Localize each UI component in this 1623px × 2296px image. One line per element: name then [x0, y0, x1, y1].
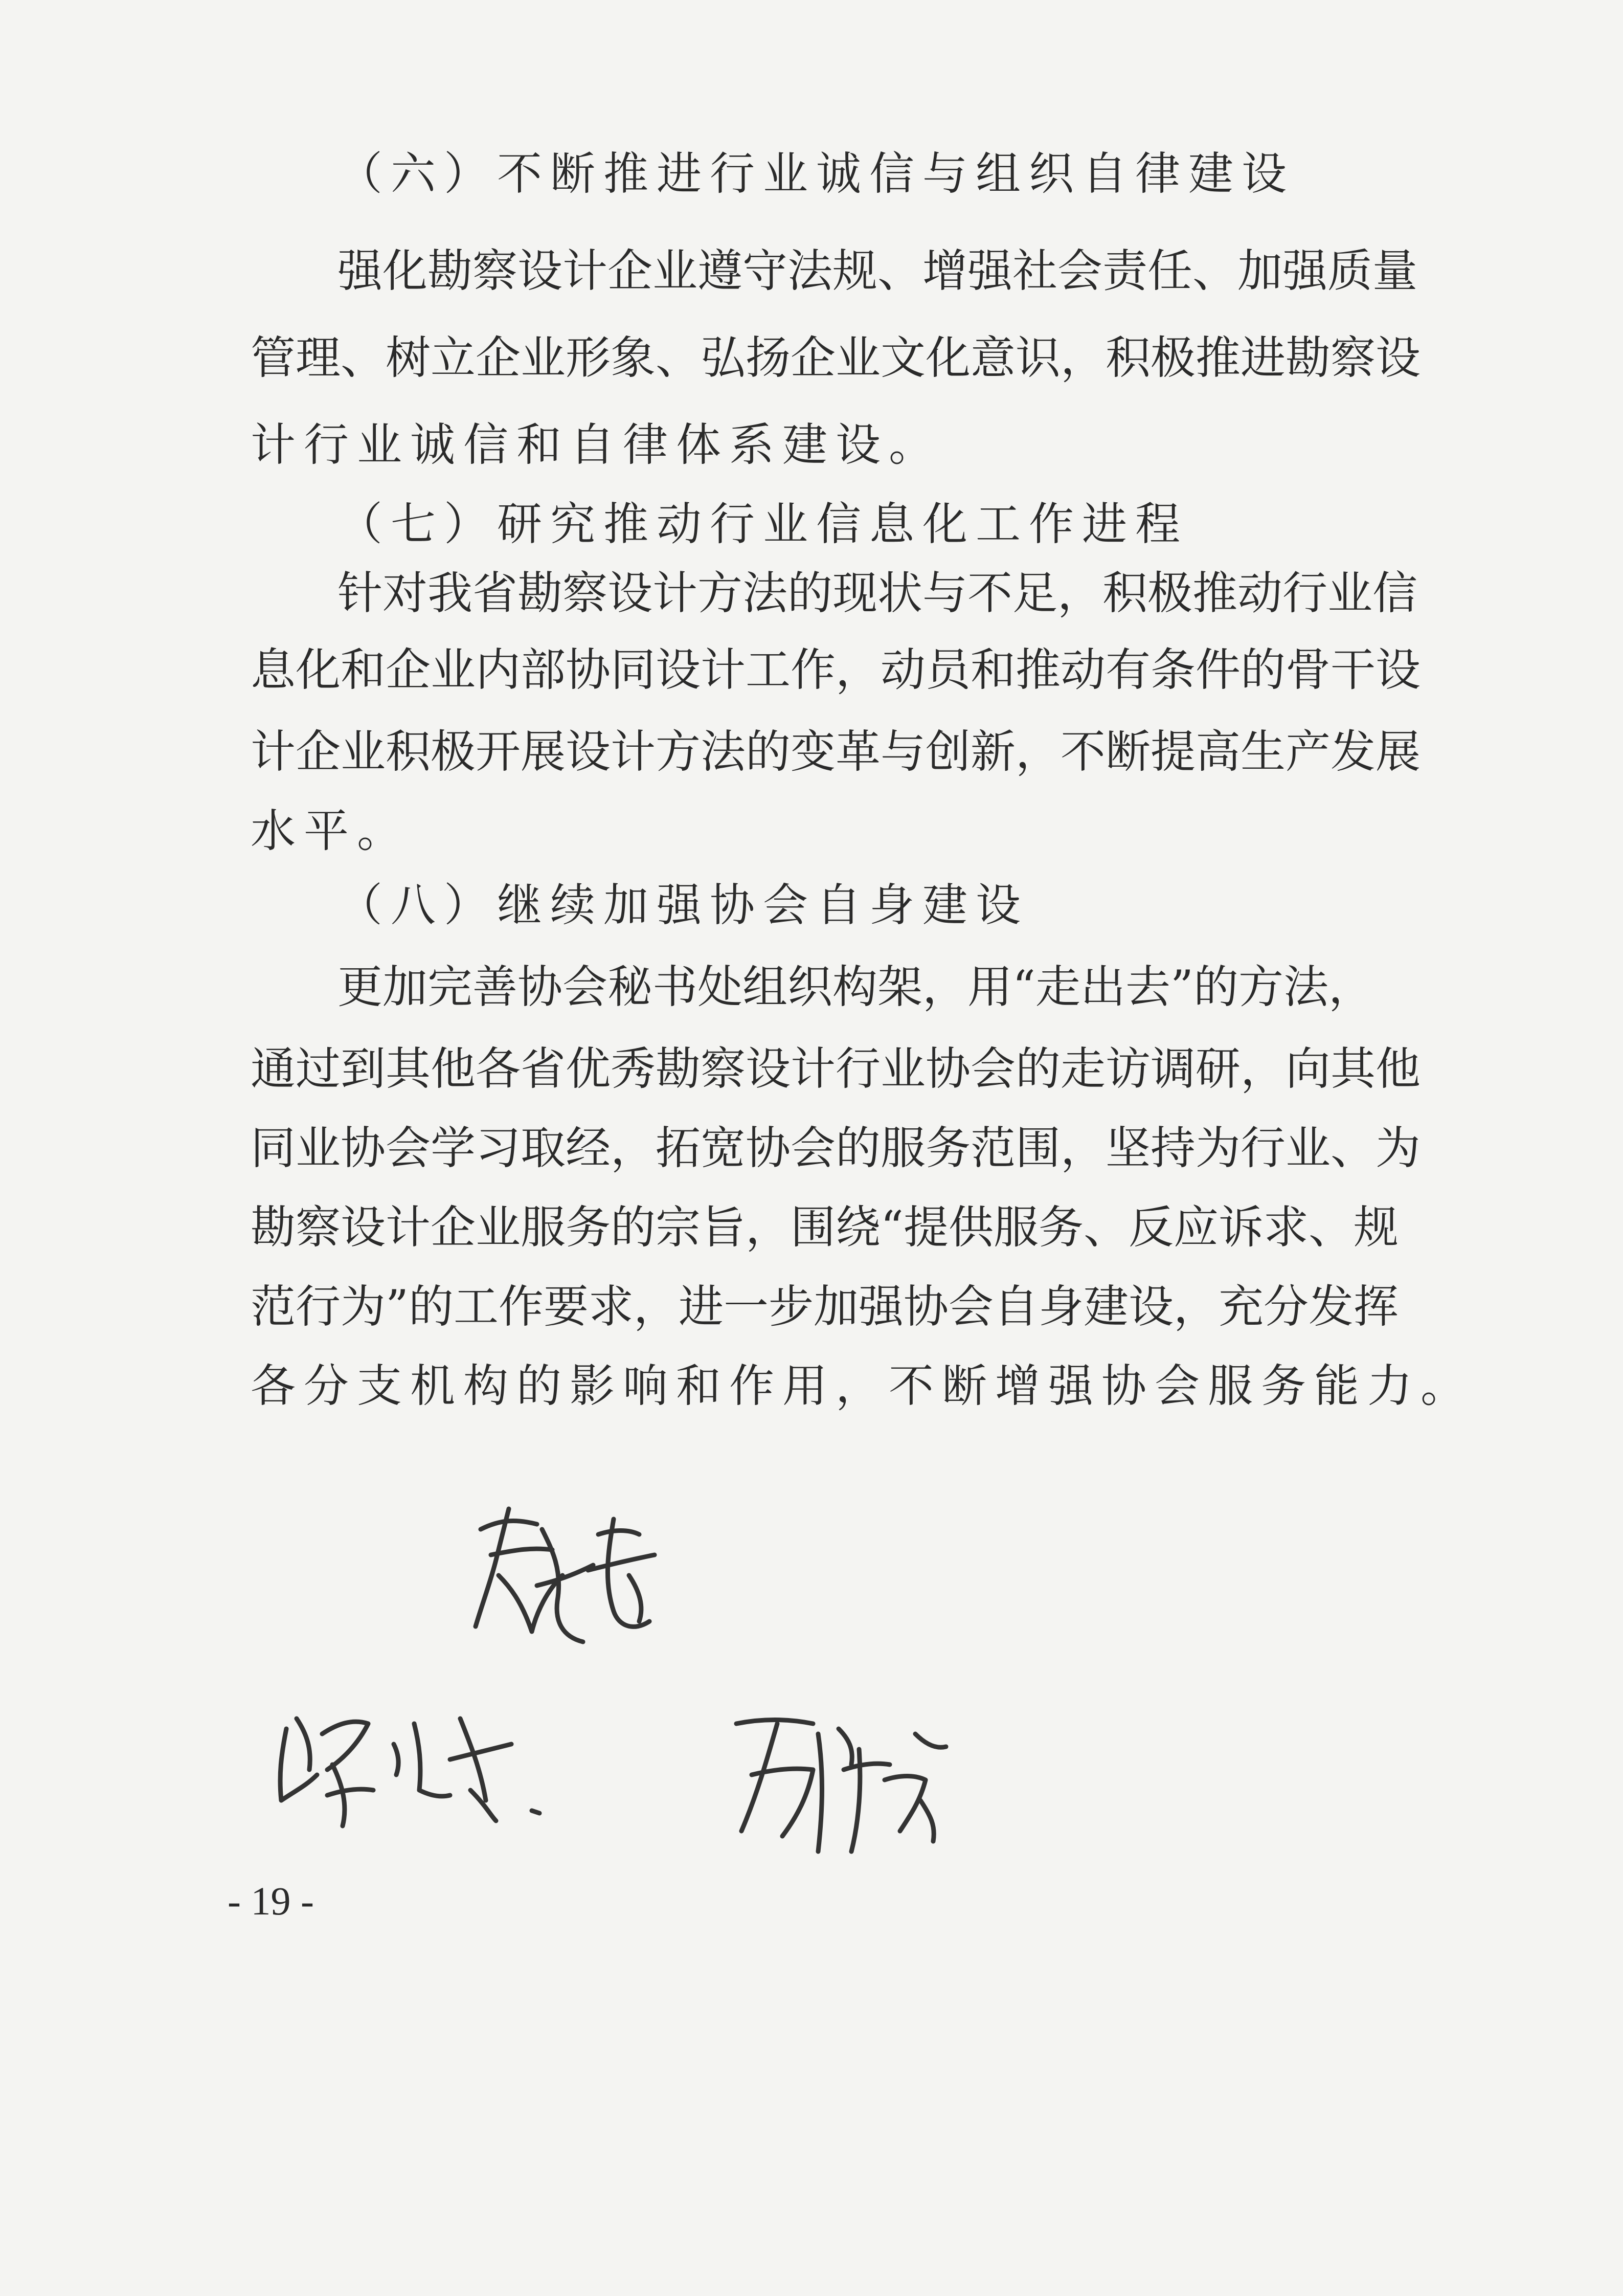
paragraph-line: 计企业积极开展设计方法的变革与创新，不断提高生产发展 [251, 725, 1421, 778]
paragraph-line: 息化和企业内部协同设计工作，动员和推动有条件的骨干设 [251, 643, 1421, 696]
paragraph-line: 更加完善协会秘书处组织构架，用“走出去”的方法， [337, 961, 1373, 1013]
section-heading: （八）继续加强协会自身建设 [337, 879, 1029, 931]
paragraph-line: 同业协会学习取经，拓宽协会的服务范围，坚持为行业、为 [251, 1122, 1421, 1174]
handwritten-signature-2 [266, 1688, 552, 1841]
section-heading: （六）不断推进行业诚信与组织自律建设 [337, 147, 1295, 200]
paragraph-line: 针对我省勘察设计方法的现状与不足，积极推动行业信 [337, 567, 1418, 619]
paragraph-line: 强化勘察设计企业遵守法规、增强社会责任、加强质量 [337, 244, 1418, 297]
handwritten-signature-1 [460, 1499, 675, 1652]
page-number: - 19 - [228, 1879, 314, 1923]
section-heading: （七）研究推动行业信息化工作进程 [337, 498, 1189, 550]
paragraph-line: 通过到其他各省优秀勘察设计行业协会的走访调研，向其他 [251, 1042, 1421, 1095]
paragraph-line: 水平。 [251, 805, 411, 857]
paragraph-line: 范行为”的工作要求，进一步加强协会自身建设，充分发挥 [251, 1280, 1399, 1333]
paragraph-line: 各分支机构的影响和作用，不断增强协会服务能力。 [251, 1359, 1474, 1412]
handwritten-signature-3 [721, 1698, 956, 1862]
paragraph-line: 计行业诚信和自律体系建设。 [251, 418, 942, 471]
paragraph-line: 勘察设计企业服务的宗旨，围绕“提供服务、反应诉求、规 [251, 1201, 1399, 1254]
paragraph-line: 管理、树立企业形象、弘扬企业文化意识，积极推进勘察设 [251, 331, 1421, 384]
